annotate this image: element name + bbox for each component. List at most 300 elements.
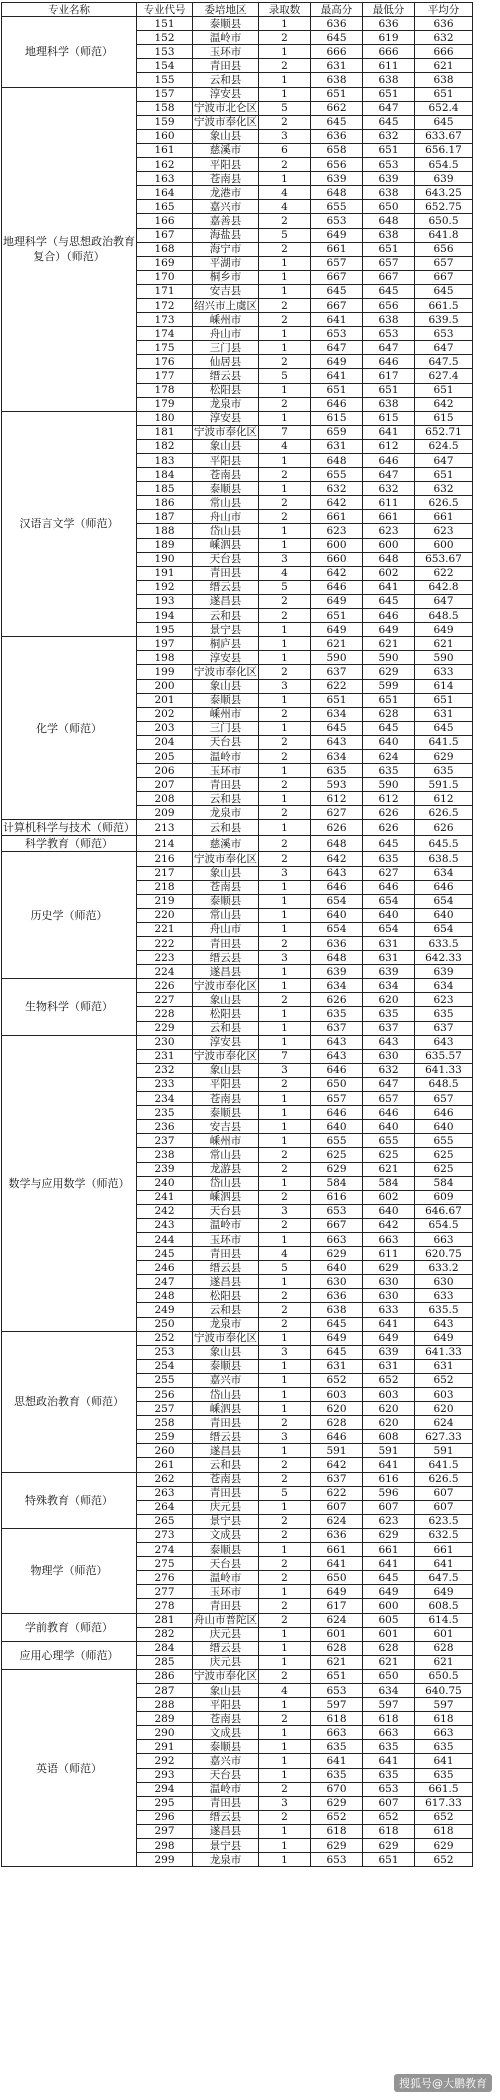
max-score-cell: 643 — [311, 1049, 363, 1063]
max-score-cell: 636 — [311, 1289, 363, 1303]
avg-score-cell: 663 — [415, 1726, 473, 1740]
min-score-cell: 641 — [363, 1317, 415, 1331]
admitted-cell: 5 — [259, 1261, 311, 1275]
admitted-cell: 2 — [259, 1162, 311, 1176]
min-score-cell: 620 — [363, 1402, 415, 1416]
table-row — [2, 836, 473, 852]
admitted-cell: 2 — [259, 937, 311, 951]
max-score-cell: 653 — [311, 214, 363, 228]
max-score-cell: 649 — [311, 1585, 363, 1599]
table-row — [2, 17, 473, 31]
avg-score-cell: 639 — [415, 172, 473, 186]
max-score-cell: 650 — [311, 1571, 363, 1585]
table-row — [2, 1331, 473, 1345]
avg-score-cell: 614 — [415, 679, 473, 693]
avg-score-cell: 647 — [415, 454, 473, 468]
avg-score-cell: 607 — [415, 1486, 473, 1500]
admitted-cell: 1 — [259, 1402, 311, 1416]
major-name-cell: 学前教育（师范） — [2, 1613, 137, 1641]
code-cell: 199 — [137, 665, 193, 679]
min-score-cell: 663 — [363, 1726, 415, 1740]
min-score-cell: 661 — [363, 510, 415, 524]
region-cell: 泰顺县 — [193, 1359, 259, 1373]
max-score-cell: 649 — [311, 1331, 363, 1345]
min-score-cell: 657 — [363, 1092, 415, 1106]
min-score-cell: 645 — [363, 284, 415, 298]
region-cell: 淳安县 — [193, 1035, 259, 1049]
admitted-cell: 3 — [259, 129, 311, 143]
min-score-cell: 591 — [363, 1444, 415, 1458]
avg-score-cell: 625 — [415, 1162, 473, 1176]
max-score-cell: 667 — [311, 270, 363, 284]
max-score-cell: 631 — [311, 1359, 363, 1373]
admitted-cell: 1 — [259, 524, 311, 538]
code-cell: 185 — [137, 482, 193, 496]
code-cell: 168 — [137, 242, 193, 256]
code-cell: 155 — [137, 73, 193, 87]
major-name-cell: 历史学（师范） — [2, 852, 137, 979]
max-score-cell: 640 — [311, 1120, 363, 1134]
table-row — [2, 87, 473, 101]
min-score-cell: 612 — [363, 792, 415, 806]
code-cell: 252 — [137, 1331, 193, 1345]
min-score-cell: 632 — [363, 129, 415, 143]
code-cell: 254 — [137, 1359, 193, 1373]
max-score-cell: 648 — [311, 951, 363, 965]
admitted-cell: 1 — [259, 411, 311, 425]
code-cell: 207 — [137, 778, 193, 792]
max-score-cell: 622 — [311, 1486, 363, 1500]
admitted-cell: 1 — [259, 1275, 311, 1289]
max-score-cell: 661 — [311, 510, 363, 524]
max-score-cell: 628 — [311, 1641, 363, 1655]
avg-score-cell: 621 — [415, 59, 473, 73]
max-score-cell: 612 — [311, 792, 363, 806]
region-cell: 缙云县 — [193, 580, 259, 594]
min-score-cell: 632 — [363, 482, 415, 496]
min-score-cell: 638 — [363, 186, 415, 200]
min-score-cell: 625 — [363, 1148, 415, 1162]
region-cell: 文成县 — [193, 1528, 259, 1542]
region-cell: 云和县 — [193, 73, 259, 87]
min-score-cell: 646 — [363, 1106, 415, 1120]
code-cell: 195 — [137, 623, 193, 637]
max-score-cell: 642 — [311, 496, 363, 510]
min-score-cell: 654 — [363, 922, 415, 936]
header-region: 委培地区 — [193, 3, 259, 17]
table-row — [2, 820, 473, 836]
avg-score-cell: 621 — [415, 637, 473, 651]
min-score-cell: 623 — [363, 524, 415, 538]
code-cell: 273 — [137, 1528, 193, 1542]
region-cell: 龙泉市 — [193, 1853, 259, 1867]
max-score-cell: 600 — [311, 538, 363, 552]
max-score-cell: 616 — [311, 1190, 363, 1204]
max-score-cell: 663 — [311, 1726, 363, 1740]
admitted-cell: 2 — [259, 1599, 311, 1613]
major-name-cell: 化学（师范） — [2, 637, 137, 820]
avg-score-cell: 645 — [415, 284, 473, 298]
avg-score-cell: 643 — [415, 1317, 473, 1331]
region-cell: 天台县 — [193, 1557, 259, 1571]
region-cell: 慈溪市 — [193, 143, 259, 157]
max-score-cell: 646 — [311, 1063, 363, 1077]
admitted-cell: 2 — [259, 665, 311, 679]
min-score-cell: 650 — [363, 200, 415, 214]
max-score-cell: 654 — [311, 894, 363, 908]
admitted-cell: 5 — [259, 1486, 311, 1500]
code-cell: 284 — [137, 1641, 193, 1655]
code-cell: 189 — [137, 538, 193, 552]
min-score-cell: 590 — [363, 651, 415, 665]
region-cell: 宁波市奉化区 — [194, 426, 257, 439]
code-cell: 281 — [137, 1613, 193, 1627]
region-cell: 青田县 — [193, 566, 259, 580]
region-cell: 嵊泗县 — [193, 538, 259, 552]
max-score-cell: 646 — [311, 1106, 363, 1120]
region-cell: 淳安县 — [193, 411, 259, 425]
region-cell: 常山县 — [193, 1148, 259, 1162]
region-cell: 泰顺县 — [193, 1740, 259, 1754]
avg-score-cell: 631 — [415, 707, 473, 721]
avg-score-cell: 617.33 — [415, 1796, 473, 1810]
min-score-cell: 629 — [363, 1839, 415, 1853]
min-score-cell: 663 — [363, 1232, 415, 1246]
min-score-cell: 640 — [363, 1120, 415, 1134]
min-score-cell: 635 — [363, 1740, 415, 1754]
min-score-cell: 634 — [363, 1683, 415, 1697]
admitted-cell: 1 — [259, 880, 311, 894]
max-score-cell: 601 — [311, 1627, 363, 1641]
avg-score-cell: 657 — [415, 256, 473, 270]
max-score-cell: 624 — [311, 1613, 363, 1627]
max-score-cell: 636 — [311, 937, 363, 951]
avg-score-cell: 661.5 — [415, 298, 473, 312]
code-cell: 277 — [137, 1585, 193, 1599]
region-cell: 景宁县 — [193, 1514, 259, 1528]
admitted-cell: 1 — [259, 1232, 311, 1246]
min-score-cell: 630 — [363, 1049, 415, 1063]
min-score-cell: 626 — [363, 806, 415, 820]
avg-score-cell: 624.5 — [415, 439, 473, 453]
min-score-cell: 612 — [363, 439, 415, 453]
max-score-cell: 646 — [311, 580, 363, 594]
region-cell: 平阳县 — [193, 454, 259, 468]
min-score-cell: 630 — [363, 1289, 415, 1303]
min-score-cell: 624 — [363, 749, 415, 763]
avg-score-cell: 639 — [415, 965, 473, 979]
admitted-cell: 2 — [259, 1458, 311, 1472]
region-cell: 象山县 — [193, 866, 259, 880]
avg-score-cell: 640 — [415, 1120, 473, 1134]
region-cell: 嵊州市 — [193, 313, 259, 327]
max-score-cell: 645 — [311, 284, 363, 298]
code-cell: 190 — [137, 552, 193, 566]
max-score-cell: 648 — [311, 454, 363, 468]
code-cell: 217 — [137, 866, 193, 880]
code-cell: 282 — [137, 1627, 193, 1641]
code-cell: 246 — [137, 1261, 193, 1275]
region-cell: 泰顺县 — [193, 693, 259, 707]
max-score-cell: 622 — [311, 679, 363, 693]
region-cell: 松阳县 — [193, 1007, 259, 1021]
code-cell: 193 — [137, 594, 193, 608]
admitted-cell: 2 — [259, 214, 311, 228]
admitted-cell: 1 — [259, 922, 311, 936]
admitted-cell: 1 — [259, 651, 311, 665]
max-score-cell: 651 — [311, 1669, 363, 1683]
avg-score-cell: 654 — [415, 894, 473, 908]
min-score-cell: 651 — [363, 693, 415, 707]
code-cell: 275 — [137, 1557, 193, 1571]
min-score-cell: 647 — [363, 341, 415, 355]
max-score-cell: 643 — [311, 1035, 363, 1049]
avg-score-cell: 649 — [415, 1331, 473, 1345]
min-score-cell: 631 — [363, 951, 415, 965]
avg-score-cell: 667 — [415, 270, 473, 284]
table-row — [2, 1613, 473, 1627]
region-cell: 淳安县 — [193, 651, 259, 665]
code-cell: 265 — [137, 1514, 193, 1528]
avg-score-cell: 618 — [415, 1824, 473, 1838]
code-cell: 276 — [137, 1571, 193, 1585]
admitted-cell: 1 — [259, 284, 311, 298]
min-score-cell: 628 — [363, 1641, 415, 1655]
avg-score-cell: 648.5 — [415, 1077, 473, 1091]
avg-score-cell: 652 — [415, 1373, 473, 1387]
code-cell: 230 — [137, 1035, 193, 1049]
admitted-cell: 2 — [259, 1712, 311, 1726]
code-cell: 258 — [137, 1416, 193, 1430]
max-score-cell: 648 — [311, 186, 363, 200]
max-score-cell: 646 — [311, 1430, 363, 1444]
avg-score-cell: 641.8 — [415, 228, 473, 242]
min-score-cell: 630 — [363, 1275, 415, 1289]
min-score-cell: 646 — [363, 609, 415, 623]
admitted-cell: 1 — [259, 256, 311, 270]
min-score-cell: 626 — [363, 820, 415, 836]
code-cell: 192 — [137, 580, 193, 594]
region-cell: 宁波市奉化区 — [194, 116, 257, 129]
avg-score-cell: 633.67 — [415, 129, 473, 143]
avg-score-cell: 643.25 — [415, 186, 473, 200]
region-cell: 文成县 — [193, 1726, 259, 1740]
min-score-cell: 590 — [363, 778, 415, 792]
avg-score-cell: 591 — [415, 1444, 473, 1458]
min-score-cell: 661 — [363, 1543, 415, 1557]
region-cell: 桐乡市 — [193, 270, 259, 284]
avg-score-cell: 615 — [415, 411, 473, 425]
region-cell: 岱山县 — [193, 1176, 259, 1190]
code-cell: 243 — [137, 1218, 193, 1232]
min-score-cell: 648 — [363, 552, 415, 566]
code-cell: 249 — [137, 1303, 193, 1317]
min-score-cell: 653 — [363, 158, 415, 172]
avg-score-cell: 620 — [415, 1402, 473, 1416]
admitted-cell: 2 — [259, 707, 311, 721]
admitted-cell: 1 — [259, 1543, 311, 1557]
major-name-cell: 生物科学（师范） — [2, 979, 137, 1035]
max-score-cell: 630 — [311, 1275, 363, 1289]
avg-score-cell: 623 — [415, 993, 473, 1007]
min-score-cell: 635 — [363, 1768, 415, 1782]
min-score-cell: 651 — [363, 383, 415, 397]
min-score-cell: 650 — [363, 1669, 415, 1683]
admitted-cell: 2 — [259, 1669, 311, 1683]
code-cell: 153 — [137, 45, 193, 59]
avg-score-cell: 635 — [415, 1007, 473, 1021]
region-cell: 安吉县 — [193, 1120, 259, 1134]
avg-score-cell: 649 — [415, 623, 473, 637]
code-cell: 288 — [137, 1698, 193, 1712]
min-score-cell: 653 — [363, 1782, 415, 1796]
code-cell: 177 — [137, 369, 193, 383]
avg-score-cell: 590 — [415, 651, 473, 665]
max-score-cell: 638 — [311, 1303, 363, 1317]
region-cell: 绍兴市上虞区 — [194, 299, 257, 312]
max-score-cell: 629 — [311, 1839, 363, 1853]
code-cell: 261 — [137, 1458, 193, 1472]
avg-score-cell: 635 — [415, 1768, 473, 1782]
region-cell: 云和县 — [193, 820, 259, 836]
avg-score-cell: 625 — [415, 1148, 473, 1162]
max-score-cell: 627 — [311, 806, 363, 820]
code-cell: 172 — [137, 298, 193, 312]
avg-score-cell: 652.75 — [415, 200, 473, 214]
avg-score-cell: 641 — [415, 1754, 473, 1768]
max-score-cell: 651 — [311, 693, 363, 707]
admitted-cell: 2 — [259, 313, 311, 327]
code-cell: 289 — [137, 1712, 193, 1726]
code-cell: 229 — [137, 1021, 193, 1035]
code-cell: 247 — [137, 1275, 193, 1289]
admitted-cell: 2 — [259, 1514, 311, 1528]
admitted-cell: 2 — [259, 594, 311, 608]
max-score-cell: 641 — [311, 1557, 363, 1571]
region-cell: 温岭市 — [193, 749, 259, 763]
code-cell: 244 — [137, 1232, 193, 1246]
code-cell: 162 — [137, 158, 193, 172]
code-cell: 228 — [137, 1007, 193, 1021]
code-cell: 290 — [137, 1726, 193, 1740]
code-cell: 209 — [137, 806, 193, 820]
code-cell: 233 — [137, 1077, 193, 1091]
avg-score-cell: 626.5 — [415, 496, 473, 510]
code-cell: 191 — [137, 566, 193, 580]
max-score-cell: 597 — [311, 1698, 363, 1712]
table-row — [2, 852, 473, 866]
avg-score-cell: 607 — [415, 1500, 473, 1514]
region-cell: 青田县 — [193, 1599, 259, 1613]
min-score-cell: 642 — [363, 1218, 415, 1232]
avg-score-cell: 641.33 — [415, 1345, 473, 1359]
avg-score-cell: 652.4 — [415, 101, 473, 115]
avg-score-cell: 642.33 — [415, 951, 473, 965]
admitted-cell: 1 — [259, 1021, 311, 1035]
region-cell: 苍南县 — [193, 1092, 259, 1106]
region-cell: 缙云县 — [193, 369, 259, 383]
avg-score-cell: 623.5 — [415, 1514, 473, 1528]
min-score-cell: 641 — [363, 580, 415, 594]
region-cell: 泰顺县 — [193, 482, 259, 496]
region-cell: 常山县 — [193, 908, 259, 922]
avg-score-cell: 614.5 — [415, 1613, 473, 1627]
admitted-cell: 2 — [259, 1571, 311, 1585]
code-cell: 159 — [137, 115, 193, 129]
avg-score-cell: 633 — [415, 1289, 473, 1303]
max-score-cell: 629 — [311, 1796, 363, 1810]
region-cell: 象山县 — [193, 993, 259, 1007]
code-cell: 197 — [137, 637, 193, 651]
max-score-cell: 635 — [311, 764, 363, 778]
admitted-cell: 5 — [259, 580, 311, 594]
region-cell: 青田县 — [193, 59, 259, 73]
admitted-cell: 2 — [259, 735, 311, 749]
code-cell: 213 — [137, 820, 193, 836]
code-cell: 152 — [137, 31, 193, 45]
admitted-cell: 3 — [259, 1204, 311, 1218]
code-cell: 182 — [137, 439, 193, 453]
avg-score-cell: 637 — [415, 1021, 473, 1035]
region-cell: 常山县 — [193, 496, 259, 510]
max-score-cell: 653 — [311, 1683, 363, 1697]
avg-score-cell: 622 — [415, 566, 473, 580]
admitted-cell: 1 — [259, 383, 311, 397]
admitted-cell: 2 — [259, 298, 311, 312]
major-name-cell: 汉语言文学（师范） — [2, 411, 137, 637]
avg-score-cell: 636 — [415, 17, 473, 31]
admitted-cell: 1 — [259, 327, 311, 341]
region-cell: 松阳县 — [193, 383, 259, 397]
admitted-cell: 2 — [259, 1557, 311, 1571]
min-score-cell: 611 — [363, 59, 415, 73]
code-cell: 242 — [137, 1204, 193, 1218]
code-cell: 291 — [137, 1740, 193, 1754]
max-score-cell: 641 — [311, 1754, 363, 1768]
watermark: 搜狐号@大鹏教育 — [394, 2074, 492, 2092]
code-cell: 257 — [137, 1402, 193, 1416]
min-score-cell: 647 — [363, 468, 415, 482]
min-score-cell: 638 — [363, 228, 415, 242]
region-cell: 温岭市 — [193, 1218, 259, 1232]
min-score-cell: 652 — [363, 1810, 415, 1824]
table-row — [2, 637, 473, 651]
major-name-cell: 物理学（师范） — [2, 1528, 137, 1613]
max-score-cell: 646 — [311, 397, 363, 411]
admitted-cell: 3 — [259, 1063, 311, 1077]
min-score-cell: 651 — [363, 242, 415, 256]
region-cell: 天台县 — [193, 735, 259, 749]
region-cell: 平湖市 — [193, 256, 259, 270]
code-cell: 169 — [137, 256, 193, 270]
max-score-cell: 642 — [311, 852, 363, 866]
admitted-cell: 1 — [259, 1373, 311, 1387]
max-score-cell: 641 — [311, 313, 363, 327]
region-cell: 舟山市 — [193, 922, 259, 936]
region-cell: 缙云县 — [193, 1641, 259, 1655]
min-score-cell: 640 — [363, 735, 415, 749]
max-score-cell: 593 — [311, 778, 363, 792]
region-cell: 遂昌县 — [193, 1444, 259, 1458]
region-cell: 桐庐县 — [193, 637, 259, 651]
admitted-cell: 3 — [259, 1796, 311, 1810]
avg-score-cell: 654.5 — [415, 1218, 473, 1232]
max-score-cell: 649 — [311, 594, 363, 608]
region-cell: 苍南县 — [193, 172, 259, 186]
code-cell: 203 — [137, 721, 193, 735]
region-cell: 宁波市奉化区 — [194, 852, 257, 865]
min-score-cell: 623 — [363, 1514, 415, 1528]
